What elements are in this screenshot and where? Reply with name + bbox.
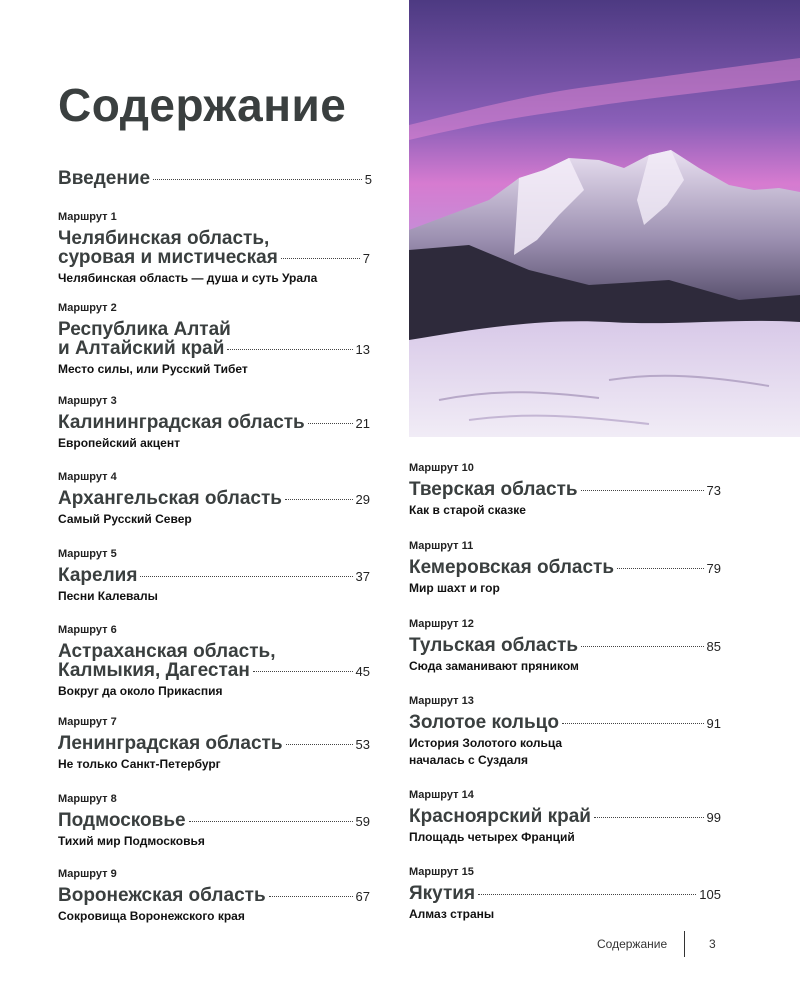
- dot-leader: [308, 423, 353, 424]
- entry-subtitle: Как в старой сказке: [409, 503, 526, 517]
- entry-title-line: Челябинская область,: [58, 228, 270, 249]
- route-label: Маршрут 5: [58, 548, 117, 560]
- entry-title-line: Тульская область: [409, 635, 579, 656]
- entry-page: 73: [706, 483, 721, 498]
- entry-title-line: Карелия: [58, 565, 138, 586]
- toc-entry[interactable]: [58, 793, 370, 850]
- entry-title-line: Якутия: [409, 883, 476, 904]
- toc-entry[interactable]: [409, 540, 721, 597]
- toc-entry[interactable]: [58, 302, 370, 378]
- dot-leader: [581, 490, 704, 491]
- entry-page: 79: [706, 561, 721, 576]
- dot-leader: [562, 723, 704, 724]
- toc-entry[interactable]: [58, 716, 370, 773]
- toc-entry[interactable]: [409, 789, 721, 846]
- entry-page: 37: [355, 569, 370, 584]
- toc-entry[interactable]: [58, 868, 370, 925]
- route-label: Маршрут 14: [409, 789, 474, 801]
- toc-entry[interactable]: [409, 462, 721, 519]
- toc-entry[interactable]: [58, 211, 370, 287]
- toc-entry[interactable]: [58, 624, 370, 700]
- intro-page: 5: [364, 172, 372, 187]
- dot-leader: [285, 499, 353, 500]
- toc-entry[interactable]: [58, 395, 370, 452]
- route-label: Маршрут 7: [58, 716, 117, 728]
- entry-page: 7: [362, 251, 370, 266]
- entry-title-line: суровая и мистическая: [58, 247, 278, 268]
- route-label: Маршрут 10: [409, 462, 474, 474]
- route-label: Маршрут 4: [58, 471, 117, 483]
- dot-leader: [286, 744, 353, 745]
- entry-page: 91: [706, 716, 721, 731]
- entry-title-line: Красноярский край: [409, 806, 591, 827]
- route-label: Маршрут 15: [409, 866, 474, 878]
- entry-subtitle: Песни Калевалы: [58, 589, 158, 603]
- dot-leader: [253, 671, 353, 672]
- dot-leader: [478, 894, 696, 895]
- entry-title-line: Тверская область: [409, 479, 578, 500]
- footer-section-label: Содержание: [597, 937, 668, 951]
- entry-page: 59: [355, 814, 370, 829]
- entry-title-line: Воронежская область: [58, 885, 266, 906]
- entry-subtitle: Не только Санкт-Петербург: [58, 757, 221, 771]
- route-label: Маршрут 9: [58, 868, 117, 880]
- toc-entry[interactable]: [58, 471, 370, 528]
- entry-subtitle: Алмаз страны: [409, 907, 495, 921]
- entry-title-line: Калмыкия, Дагестан: [58, 660, 250, 681]
- entry-subtitle: Место силы, или Русский Тибет: [58, 362, 248, 376]
- entry-page: 29: [355, 492, 370, 507]
- entry-title-line: Золотое кольцо: [409, 712, 559, 733]
- route-label: Маршрут 12: [409, 618, 474, 630]
- entry-subtitle: Самый Русский Север: [58, 512, 192, 526]
- toc-intro[interactable]: [58, 168, 372, 190]
- route-label: Маршрут 3: [58, 395, 117, 407]
- entry-title-line: Республика Алтай: [58, 319, 231, 340]
- route-label: Маршрут 11: [409, 540, 474, 552]
- entry-subtitle: Европейский акцент: [58, 436, 180, 450]
- mountain-photo: [409, 0, 800, 437]
- route-label: Маршрут 13: [409, 695, 474, 707]
- entry-title-line: Кемеровская область: [409, 557, 615, 578]
- dot-leader: [594, 817, 704, 818]
- entry-page: 85: [706, 639, 721, 654]
- entry-subtitle: Вокруг да около Прикаспия: [58, 684, 223, 698]
- toc-entry[interactable]: [409, 866, 721, 923]
- entry-page: 105: [699, 887, 721, 902]
- dot-leader: [269, 896, 353, 897]
- entry-page: 21: [355, 416, 370, 431]
- route-label: Маршрут 6: [58, 624, 117, 636]
- dot-leader: [617, 568, 704, 569]
- entry-subtitle: Сокровища Воронежского края: [58, 909, 245, 923]
- page-title: Содержание: [58, 79, 347, 131]
- entry-subtitle: Челябинская область — душа и суть Урала: [58, 271, 318, 285]
- dot-leader: [281, 258, 360, 259]
- dot-leader: [227, 349, 352, 350]
- intro-title: Введение: [58, 168, 151, 189]
- dot-leader: [189, 821, 353, 822]
- route-label: Маршрут 2: [58, 302, 117, 314]
- entry-subtitle: История Золотого кольца: [409, 736, 563, 750]
- route-label: Маршрут 1: [58, 211, 117, 223]
- entry-subtitle: Площадь четырех Франций: [409, 830, 575, 844]
- entry-title-line: Архангельская область: [58, 488, 282, 509]
- entry-page: 99: [706, 810, 721, 825]
- entry-title-line: Подмосковье: [58, 810, 186, 831]
- toc-entry[interactable]: [409, 695, 721, 769]
- entry-subtitle: началась с Суздаля: [409, 753, 529, 767]
- route-label: Маршрут 8: [58, 793, 117, 805]
- entry-title-line: Ленинградская область: [58, 733, 283, 754]
- entry-title-line: Астраханская область,: [58, 641, 276, 662]
- dot-leader: [581, 646, 704, 647]
- entry-subtitle: Тихий мир Подмосковья: [58, 834, 205, 848]
- entry-page: 67: [355, 889, 370, 904]
- entry-page: 53: [355, 737, 370, 752]
- toc-entry[interactable]: [409, 618, 721, 675]
- dot-leader: [153, 179, 362, 180]
- footer-divider: [684, 931, 685, 957]
- entry-page: 45: [355, 664, 370, 679]
- entry-subtitle: Сюда заманивают пряником: [409, 659, 579, 673]
- entry-subtitle: Мир шахт и гор: [409, 581, 500, 595]
- entry-page: 13: [355, 342, 370, 357]
- toc-entry[interactable]: [58, 548, 370, 605]
- footer-page-number: 3: [709, 937, 716, 951]
- dot-leader: [140, 576, 352, 577]
- entry-title-line: Калининградская область: [58, 412, 305, 433]
- entry-title-line: и Алтайский край: [58, 338, 225, 359]
